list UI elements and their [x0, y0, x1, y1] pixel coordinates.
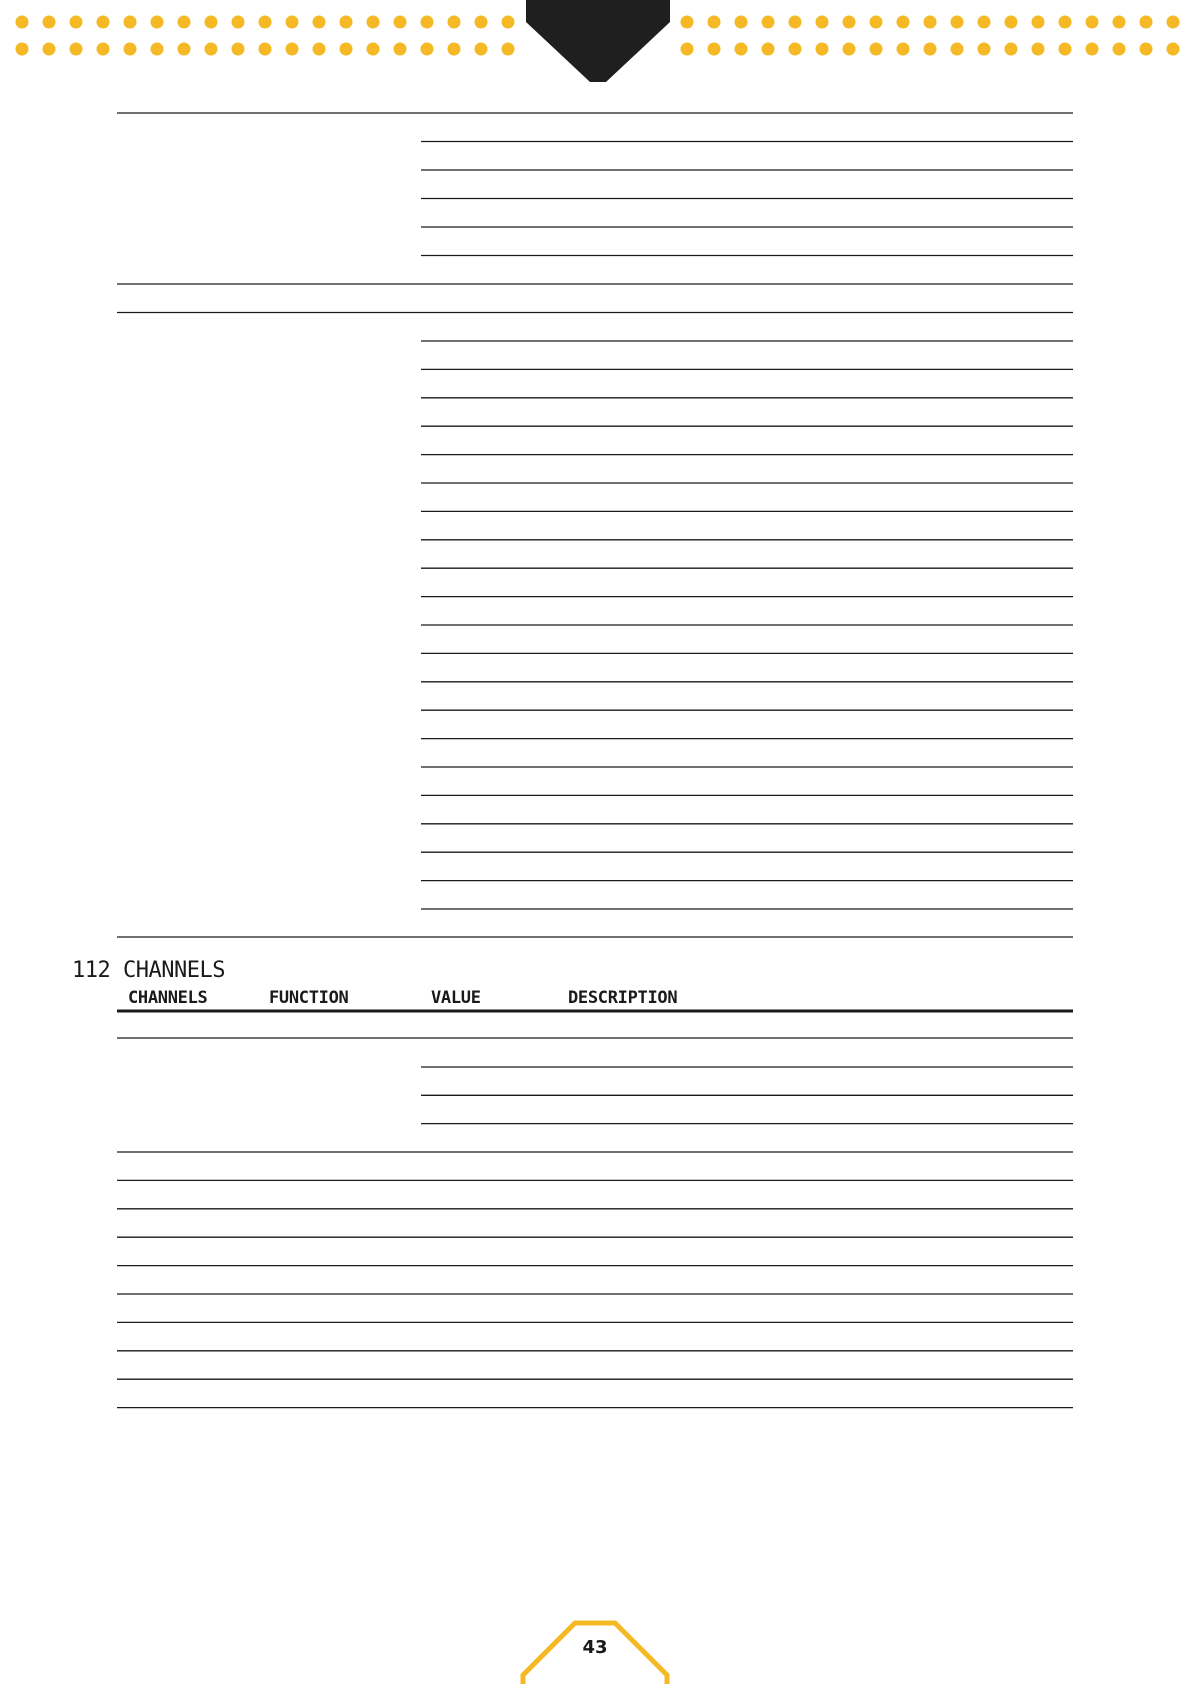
- column-header-value: VALUE: [431, 988, 481, 1008]
- section-title: 112 CHANNELS: [72, 958, 225, 983]
- column-header-description: DESCRIPTION: [568, 988, 678, 1008]
- column-header-channels: CHANNELS: [128, 988, 208, 1008]
- column-header-function: FUNCTION: [269, 988, 349, 1008]
- page-number: 43: [582, 1637, 608, 1658]
